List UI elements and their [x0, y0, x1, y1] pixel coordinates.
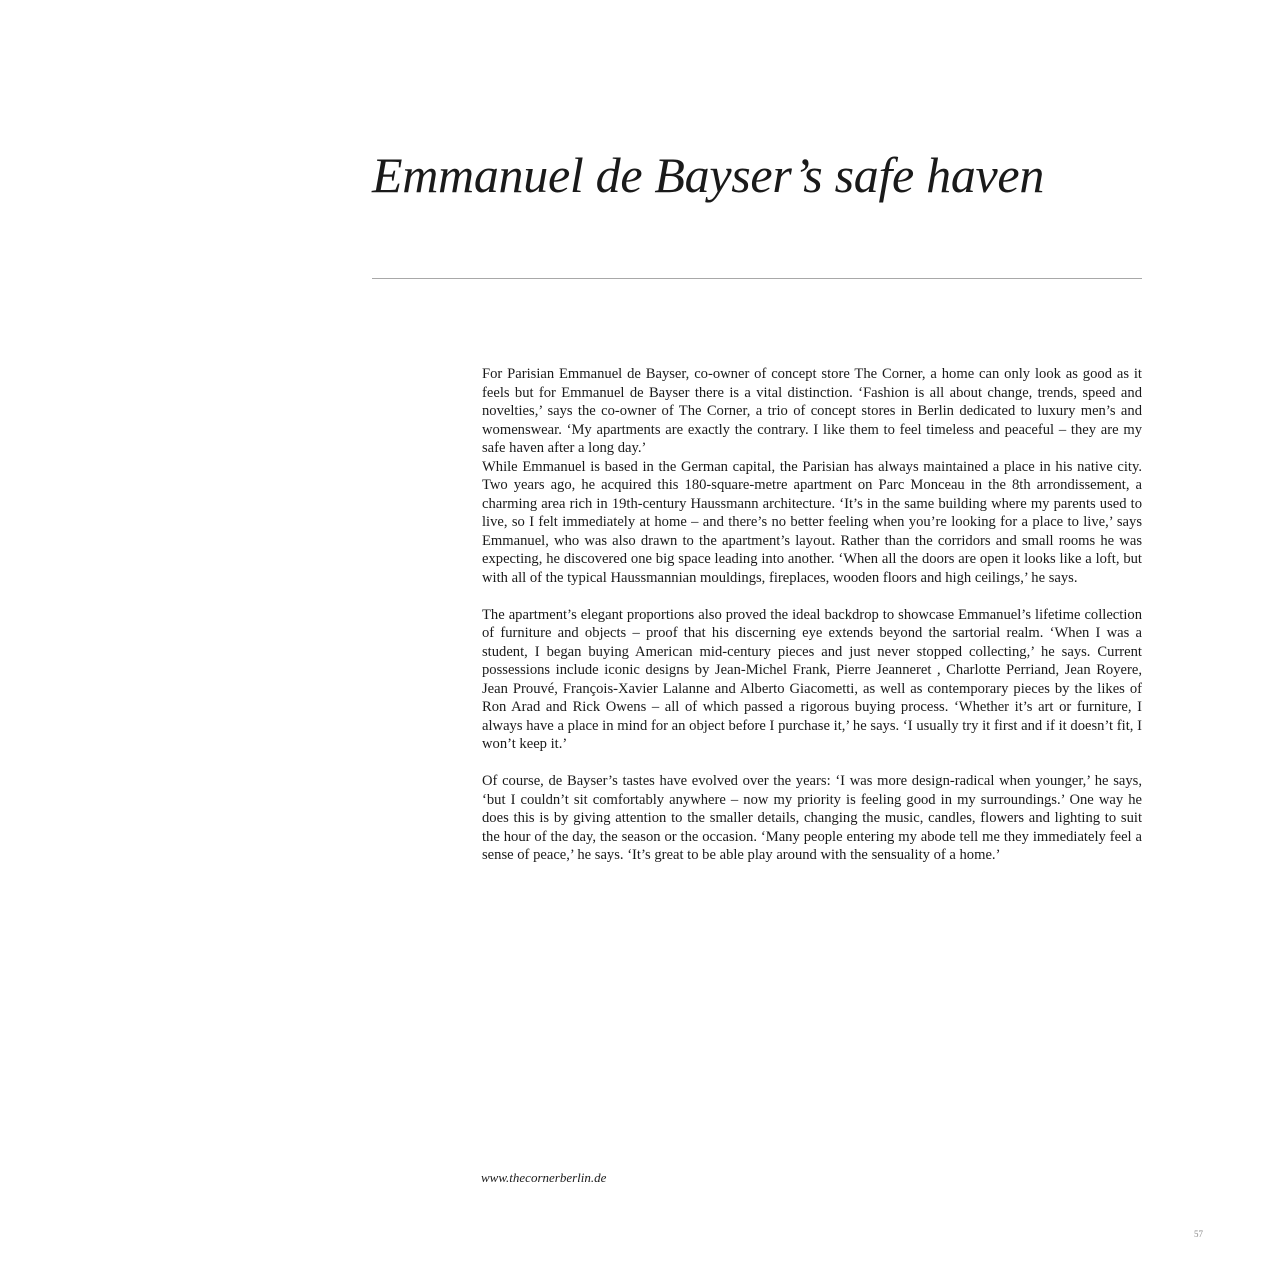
- title-divider: [372, 278, 1142, 279]
- article-body: [482, 365, 1142, 865]
- article-paragraph: While Emmanuel is based in the German capital, the Parisian has always maintained a place in his native city. Two years ago, he acquired this 180-square-metre apartment on Parc Monceau in the 8th arrondissement, a charming area rich in 19th-century Haussmann architecture. ‘It’s in the same building where my parents used to live, so I felt immediately at home – and there’s no better feeling when you’re looking for a place to live,’ says Emmanuel, who was also drawn to the apartment’s layout. Rather than the corridors and small rooms he was expecting, he discovered one big space leading into another. ‘When all the doors are open it looks like a loft, but with all of the typical Haussmannian mouldings, fireplaces, wooden floors and high ceilings,’ he says.: [482, 458, 1142, 586]
- page-number: 57: [1194, 1229, 1203, 1239]
- article-paragraph: For Parisian Emmanuel de Bayser, co-owner of concept store The Corner, a home can only look as good as it feels but for Emmanuel de Bayser there is a vital distinction. ‘Fashion is all about change, trends, speed and novelties,’ says the co-owner of The Corner, a trio of concept stores in Berlin dedicated to luxury men’s and womenswear. ‘My apartments are exactly the contrary. I like them to feel timeless and peaceful – they are my safe haven after a long day.’: [482, 366, 1142, 456]
- website-link[interactable]: www.thecornerberlin.de: [481, 1170, 607, 1185]
- article-paragraph: The apartment’s elegant proportions also proved the ideal backdrop to showcase Emmanuel’s lifetime collection of furniture and objects – proof that his discerning eye extends beyond the sartorial realm. ‘When I was a student, I began buying American mid-century pieces and just never stopped collecting,’ he says. Current possessions include iconic designs by Jean-Michel Frank, Pierre Jeanneret , Charlotte Perriand, Jean Royere, Jean Prouvé, François-Xavier Lalanne and Alberto Giacometti, as well as contemporary pieces by the likes of Ron Arad and Rick Owens – all of which passed a rigorous buying process. ‘Whether it’s art or furniture, I always have a place in mind for an object before I purchase it,’ he says. ‘I usually try it first and if it doesn’t fit, I won’t keep it.’: [482, 606, 1142, 752]
- article-title: Emmanuel de Bayser’s safe haven: [372, 147, 1045, 203]
- article-paragraph: Of course, de Bayser’s tastes have evolved over the years: ‘I was more design-radical when younger,’ he says, ‘but I couldn’t sit comfortably anywhere – now my priority is feeling good in my surroundings.’ One way he does this is by giving attention to the smaller details, changing the music, candles, flowers and lighting to suit the hour of the day, the season or the occasion. ‘Many people entering my abode tell me they immediately feel a sense of peace,’ he says. ‘It’s great to be able play around with the sensuality of a home.’: [482, 773, 1142, 863]
